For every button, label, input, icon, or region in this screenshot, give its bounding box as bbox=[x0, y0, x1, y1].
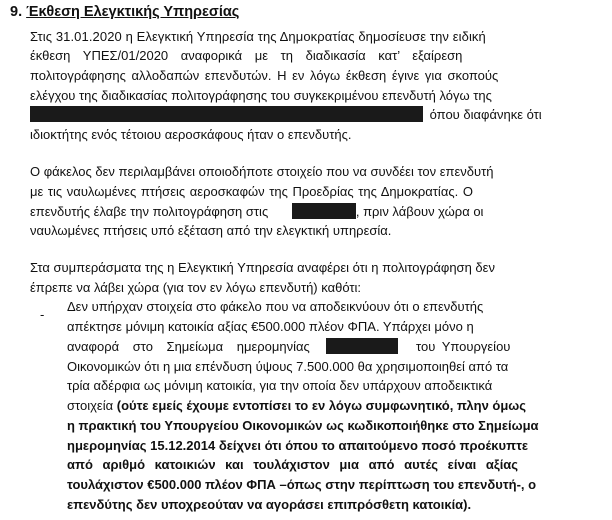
para1-line4: ελέγχου της διαδικασίας πολιτογράφησης του συγκεκριμένου επενδυτή λόγω της bbox=[30, 88, 492, 103]
para1-line3: πολιτογράφησης αλλοδαπών επενδυτών. Η εν λόγω έκθεση έγινε για σκοπούς bbox=[30, 68, 499, 83]
bullet-line5: τρία αδέρφια ως μόνιμη κατοικία, για την οποία δεν υπάρχουν αποδεικτικά bbox=[67, 378, 493, 393]
para2-line3-after: , πριν λάβουν χώρα οι bbox=[355, 204, 484, 219]
bullet-line2: απέκτησε μόνιμη κατοικία αξίας €500.000 πλέον ΦΠΑ. Υπάρχει μόνο η bbox=[67, 319, 474, 334]
bullet-line10 bbox=[67, 476, 536, 494]
redaction-block bbox=[30, 106, 423, 122]
section-title: Έκθεση Ελεγκτικής Υπηρεσίας bbox=[26, 4, 240, 20]
bullet-line6-normal: στοιχεία bbox=[67, 398, 114, 413]
bullet-line3-after: του Υπουργείου bbox=[416, 339, 511, 354]
bullet-line9 bbox=[67, 456, 518, 474]
bullet-line7-bold: η πρακτική του Υπουργείου Οικονομικών ως κωδικοποιήθηκε στο Σημείωμα bbox=[67, 418, 539, 433]
bullet-line4: Οικονομικών ότι η μια επένδυση ύψους 7.500.000 θα χρησιμοποιηθεί από τα bbox=[67, 359, 509, 374]
para2-line3 bbox=[30, 203, 483, 221]
bullet-line3 bbox=[67, 338, 510, 356]
redaction-block bbox=[326, 338, 398, 354]
bullet-line10-bold: τουλάχιστον €500.000 πλέον ΦΠΑ –όπως στην περίπτωση του επενδυτή-, ο bbox=[67, 477, 537, 492]
para2-line4: ναυλωμένες πτήσεις υπό εξέταση από την ελεγκτική υπηρεσία. bbox=[30, 223, 392, 238]
bullet-line9-bold: από αριθμό κατοικιών και τουλάχιστον μια από αυτές είναι αξίας bbox=[67, 457, 519, 472]
para2-line3-before: επενδυτής έλαβε την πολιτογράφηση στις bbox=[30, 204, 269, 219]
para3-line1: Στα συμπεράσματα της η Ελεγκτική Υπηρεσία αναφέρει ότι η πολιτογράφηση δεν bbox=[30, 260, 495, 275]
para1-line2: έκθεση ΥΠΕΣ/01/2020 αναφορικά με τη διαδικασία κατ’ εξαίρεση bbox=[30, 48, 463, 63]
bullet-line6 bbox=[67, 397, 526, 415]
bullet-line6-bold: (ούτε εμείς έχουμε εντοπίσει το εν λόγω συμφωνητικό, πλην όμως bbox=[113, 398, 527, 413]
para3-line2: έπρεπε να λάβει χώρα (για τον εν λόγω επενδυτή) καθότι: bbox=[30, 280, 362, 295]
bullet-line3-before: αναφορά στο Σημείωμα ημερομηνίας bbox=[67, 339, 310, 354]
para1-line1: Στις 31.01.2020 η Ελεγκτική Υπηρεσία της Δημοκρατίας δημοσίευσε την ειδική bbox=[30, 29, 486, 44]
bullet-dash: - bbox=[40, 307, 45, 322]
para2-line1: Ο φάκελος δεν περιλαμβάνει οποιοδήποτε στοιχείο που να συνδέει τον επενδυτή bbox=[30, 164, 494, 179]
bullet-line1: Δεν υπήρχαν στοιχεία στο φάκελο που να αποδεικνύουν ότι ο επενδυτής bbox=[67, 299, 484, 314]
bullet-line11 bbox=[67, 496, 471, 514]
para2-line2: με τις ναυλωμένες πτήσεις αεροσκαφών της Προεδρίας της Δημοκρατίας. Ο bbox=[30, 184, 473, 199]
redaction-block bbox=[292, 203, 356, 219]
bullet-line8 bbox=[67, 437, 528, 455]
para1-line5-text: όπου διαφάνηκε ότι bbox=[429, 107, 542, 122]
bullet-line7 bbox=[67, 417, 539, 435]
bullet-line11-bold: επενδύτης δεν υποχρεούταν να αγοράσει επιπρόσθετη κατοικία). bbox=[67, 497, 472, 512]
para1-line6: ιδιοκτήτης ενός τέτοιου αεροσκάφους ήταν ο επενδυτής. bbox=[30, 127, 352, 142]
para1-line5 bbox=[30, 106, 542, 124]
bullet-line8-bold: ημερομηνίας 15.12.2014 δείχνει ότι όπου το απαιτούμενο ποσό προέκυπτε bbox=[67, 438, 529, 453]
section-heading bbox=[10, 4, 239, 20]
section-number: 9. bbox=[10, 4, 23, 20]
